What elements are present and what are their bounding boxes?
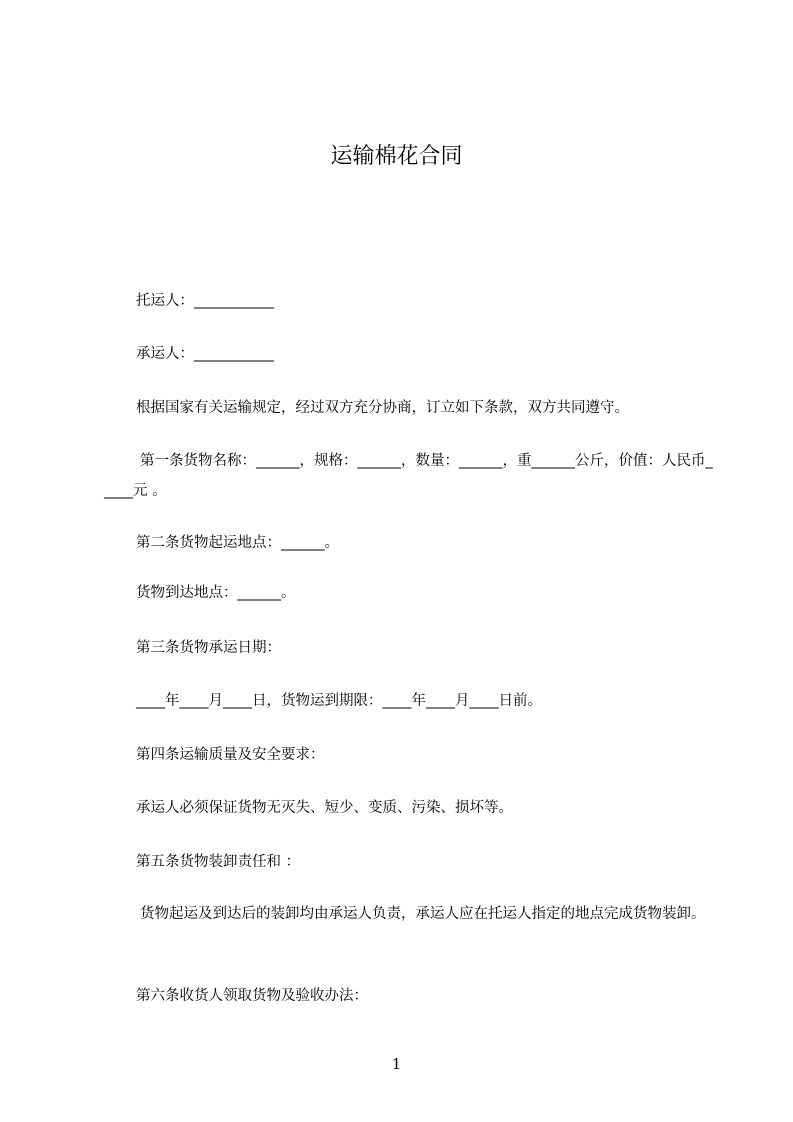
article-6-text: 第六条收货人领取货物及验收办法： (136, 988, 368, 1004)
arrival-location-text: 货物到达地点：______。 (136, 585, 296, 601)
article-2-text: 第二条货物起运地点：______。 (136, 535, 339, 551)
carrier-line: 承运人：___________ (136, 346, 274, 362)
loading-responsibility-text: 货物起运及到达后的装卸均由承运人负责，承运人应在托运人指定的地点完成货物装卸。 (140, 906, 706, 922)
page-number: 1 (391, 1055, 402, 1073)
document-title: 运输棉花合同 (330, 144, 463, 169)
article-4-text: 第四条运输质量及安全要求： (136, 747, 325, 763)
shipping-dates-text: ____年____月____日，货物运到期限：____年____月____日前。 (136, 693, 542, 709)
shipper-line: 托运人：___________ (136, 293, 274, 309)
quality-requirement-text: 承运人必须保证货物无灭失、短少、变质、污染、损坏等。 (136, 800, 513, 816)
article-1-text: 第一条货物名称：______，规格：______，数量：______，重______公斤，价值：人民币_____元 。 (104, 453, 713, 499)
preamble-text: 根据国家有关运输规定，经过双方充分协商，订立如下条款，双方共同遵守。 (136, 400, 629, 416)
article-5-text: 第五条货物装卸责任和 ： (136, 854, 301, 870)
article-3-text: 第三条货物承运日期： (136, 640, 281, 656)
